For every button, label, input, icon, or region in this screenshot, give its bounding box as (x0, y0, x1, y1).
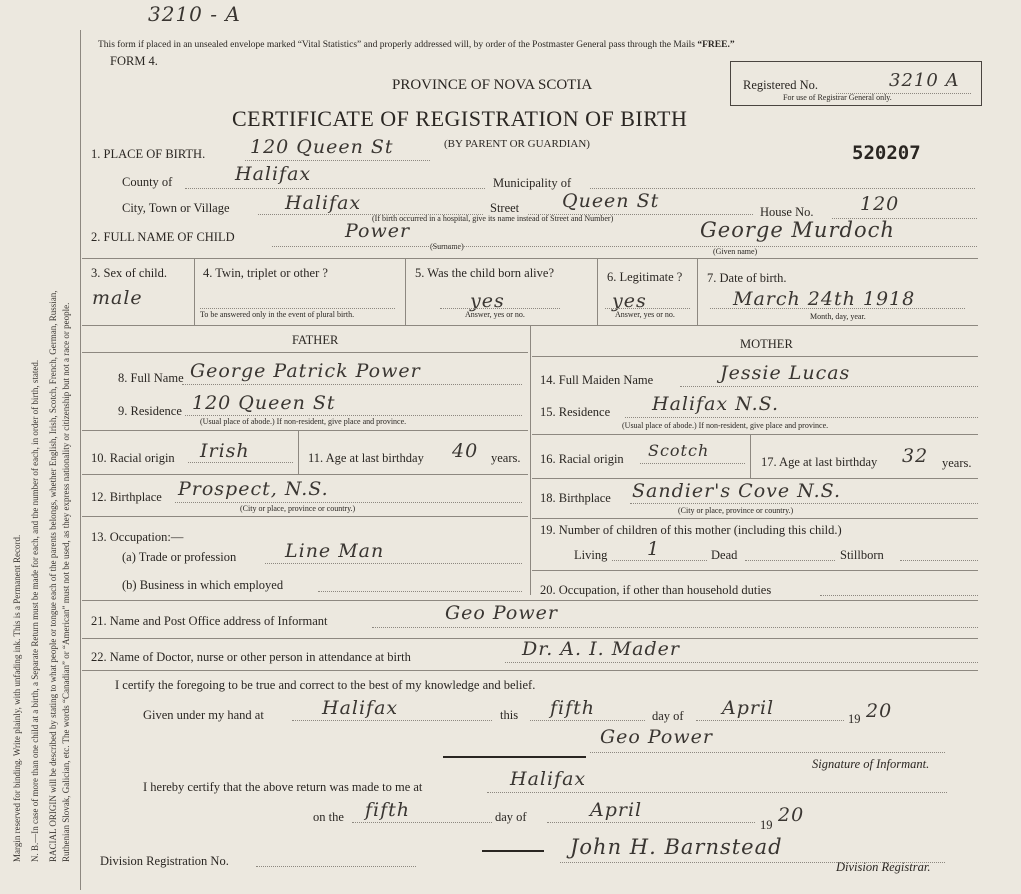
mother-children-label: 19. Number of children of this mother (including this child.) (540, 523, 842, 537)
county-value: Halifax (235, 163, 312, 185)
street-value: Queen St (562, 190, 660, 212)
registered-value: 3210 A (889, 70, 960, 91)
mother-occupation-label: 20. Occupation, if other than household duties (540, 583, 772, 597)
mother-residence-label: 15. Residence (540, 405, 611, 419)
postal-note: This form if placed in an unsealed envelope marked “Vital Statistics” and properly addressed will, by order of the Postmaster General pass through the Mails “FREE.” (98, 40, 735, 50)
mother-name-label: 14. Full Maiden Name (540, 373, 654, 387)
informant-value: Geo Power (445, 602, 558, 624)
municipality-label: Municipality of (493, 176, 572, 190)
given-month-value: April (722, 697, 775, 719)
mother-residence-value: Halifax N.S. (652, 393, 779, 415)
mother-residence-note: (Usual place of abode.) If non-resident, give place and province. (622, 421, 829, 430)
sex-label: 3. Sex of child. (91, 266, 168, 280)
father-residence-note: (Usual place of abode.) If non-resident, give place and province. (200, 417, 407, 426)
mother-racial-value: Scotch (648, 441, 710, 460)
legitimate-value: yes (612, 290, 647, 312)
informant-label: 21. Name and Post Office address of Informant (91, 614, 328, 628)
this-label: this (500, 708, 519, 722)
certificate-subtitle: (BY PARENT OR GUARDIAN) (444, 138, 590, 150)
city-label: City, Town or Village (122, 201, 230, 215)
sex-value: male (92, 287, 143, 309)
form-number: FORM 4. (110, 54, 158, 68)
father-birthplace-label: 12. Birthplace (91, 490, 162, 504)
born-alive-label: 5. Was the child born alive? (415, 266, 555, 280)
mother-birthplace-value: Sandier's Cove N.S. (632, 480, 841, 502)
father-business-label: (b) Business in which employed (122, 578, 284, 592)
registrar-statement: I hereby certify that the above return was made to me at (143, 780, 423, 794)
father-racial-label: 10. Racial origin (91, 451, 175, 465)
doctor-label: 22. Name of Doctor, nurse or other person in attendance at birth (91, 650, 411, 664)
margin-note-binding: Margin reserved for binding. Write plainly, with unfading ink. This is a Permanent Record. (12, 534, 22, 862)
province-heading: PROVINCE OF NOVA SCOTIA (392, 77, 593, 93)
father-age-value: 40 (452, 440, 479, 462)
legitimate-note: Answer, yes or no. (615, 310, 675, 319)
registrar-year-prefix: 19 (760, 818, 773, 832)
mother-living-label: Living (574, 548, 608, 562)
born-alive-value: yes (470, 290, 505, 312)
father-racial-value: Irish (200, 440, 250, 462)
born-alive-note: Answer, yes or no. (465, 310, 525, 319)
twin-label: 4. Twin, triplet or other ? (203, 266, 328, 280)
given-day-value: fifth (550, 697, 596, 719)
surname-caption: (Surname) (430, 242, 464, 251)
given-place-value: Halifax (322, 697, 399, 719)
father-heading: FATHER (292, 333, 339, 347)
registrar-note: For use of Registrar General only. (783, 93, 892, 102)
given-year-value: 20 (866, 700, 893, 722)
mother-birthplace-label: 18. Birthplace (540, 491, 611, 505)
child-given-name-value: George Murdoch (700, 218, 895, 242)
mother-dead-label: Dead (711, 548, 738, 562)
father-birthplace-note: (City or place, province or country.) (240, 504, 356, 513)
place-of-birth-value: 120 Queen St (250, 136, 394, 158)
street-label: Street (490, 201, 520, 215)
certificate-title: CERTIFICATE OF REGISTRATION OF BIRTH (232, 106, 688, 131)
father-trade-label: (a) Trade or profession (122, 550, 237, 564)
father-years-label: years. (491, 451, 521, 465)
reference-number: 3210 - A (148, 2, 241, 26)
father-birthplace-value: Prospect, N.S. (178, 478, 329, 500)
father-name-value: George Patrick Power (190, 360, 421, 382)
place-of-birth-label: 1. PLACE OF BIRTH. (91, 147, 206, 161)
mother-birthplace-note: (City or place, province or country.) (678, 506, 794, 515)
registrar-day-value: fifth (365, 799, 411, 821)
margin-note-racial-origin-cont: Ruthenian Slovak, Galician, etc. The words “Canadian” or “American” must not be used, as they express nationality or citizenship but not a race or people. (61, 302, 71, 862)
mother-racial-label: 16. Racial origin (540, 452, 624, 466)
hospital-note: (If birth occurred in a hospital, give its name instead of Street and Number) (372, 214, 614, 223)
city-value: Halifax (285, 192, 362, 214)
day-of-label: day of (652, 709, 684, 723)
registered-box (730, 61, 982, 106)
twin-note: To be answered only in the event of plural birth. (200, 310, 355, 319)
legitimate-label: 6. Legitimate ? (607, 270, 683, 284)
father-occupation-label: 13. Occupation:— (91, 530, 184, 544)
house-number-value: 120 (860, 193, 900, 215)
on-the-label: on the (313, 810, 344, 824)
dob-label: 7. Date of birth. (707, 271, 787, 285)
informant-signature-caption: Signature of Informant. (812, 757, 930, 771)
dob-note: Month, day, year. (810, 312, 866, 321)
father-age-label: 11. Age at last birthday (308, 451, 424, 465)
doctor-value: Dr. A. I. Mader (522, 638, 680, 660)
mother-years-label: years. (942, 456, 972, 470)
county-label: County of (122, 175, 173, 189)
mother-name-value: Jessie Lucas (720, 362, 851, 384)
father-trade-value: Line Man (285, 540, 385, 562)
father-residence-value: 120 Queen St (192, 392, 336, 414)
registrar-year-value: 20 (778, 804, 805, 826)
registrar-month-value: April (590, 799, 643, 821)
father-residence-label: 9. Residence (118, 404, 182, 418)
mother-living-value: 1 (647, 538, 661, 560)
father-name-label: 8. Full Name (118, 371, 184, 385)
registrar-signature: John H. Barnstead (570, 835, 783, 859)
informant-signature: Geo Power (600, 726, 713, 748)
mother-age-value: 32 (902, 445, 929, 467)
margin-note-racial-origin: RACIAL ORIGIN will be described by stating to what people or tongue each of the parents belongs, whether English, Irish, Scotch, French, German, Russian, (48, 290, 58, 862)
given-year-prefix: 19 (848, 712, 861, 726)
registrar-day-of-label: day of (495, 810, 527, 824)
margin-note-multiple-births: N. B.—In case of more than one child at a birth, a Separate Return must be made for each, and the number of each, in order of birth, stated. (30, 359, 40, 862)
registrar-place-value: Halifax (510, 768, 587, 790)
registrar-caption: Division Registrar. (836, 860, 931, 874)
division-registration-label: Division Registration No. (100, 854, 229, 868)
dob-value: March 24th 1918 (733, 288, 916, 310)
certification-statement: I certify the foregoing to be true and correct to the best of my knowledge and belief. (115, 678, 536, 692)
mother-age-label: 17. Age at last birthday (761, 455, 878, 469)
child-surname-value: Power (345, 220, 411, 242)
mother-heading: MOTHER (740, 337, 793, 351)
mother-stillborn-label: Stillborn (840, 548, 884, 562)
house-number-label: House No. (760, 205, 814, 219)
registered-label: Registered No. (743, 78, 818, 92)
serial-number: 520207 (852, 142, 921, 164)
given-under-label: Given under my hand at (143, 708, 264, 722)
given-name-caption: (Given name) (713, 247, 758, 256)
child-name-label: 2. FULL NAME OF CHILD (91, 230, 235, 244)
